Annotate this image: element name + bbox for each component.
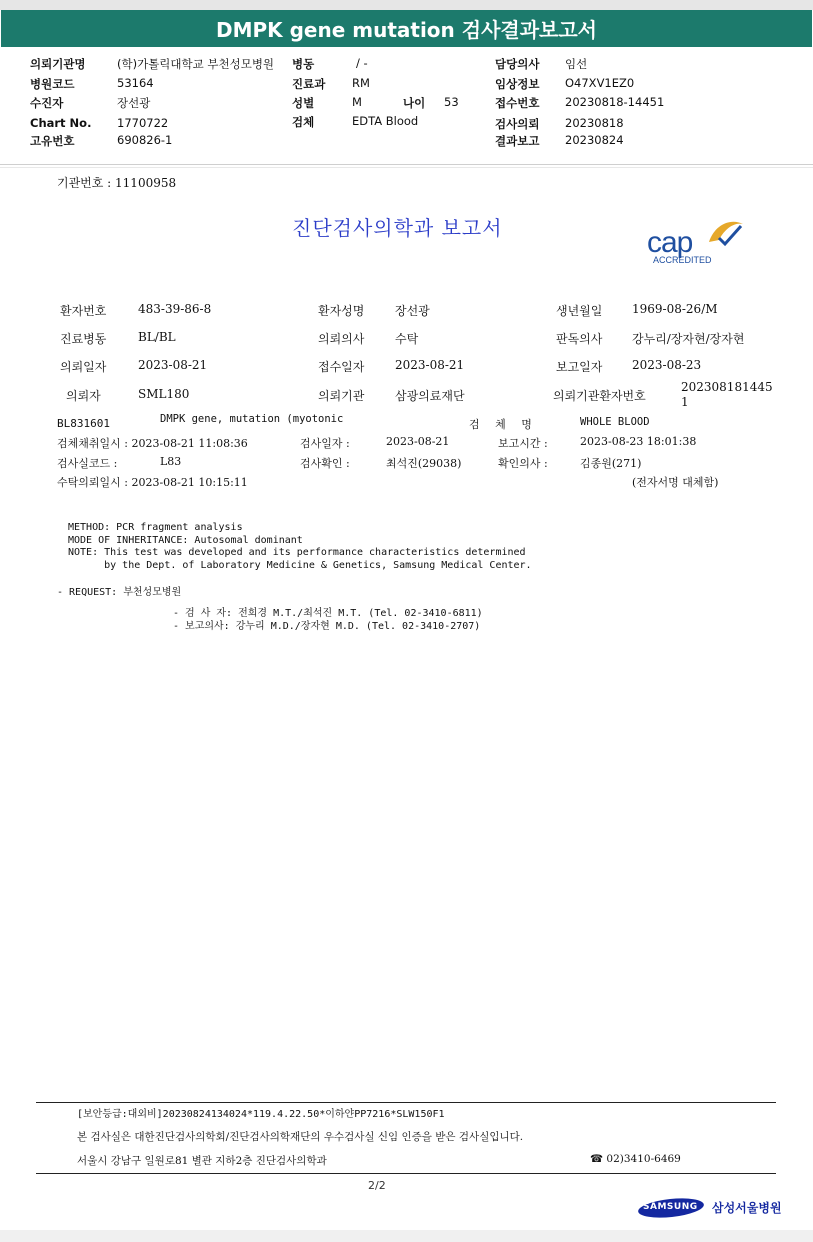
label-result-report: 결과보고 xyxy=(495,134,540,148)
patient-value: 483-39-86-8 xyxy=(138,302,212,316)
value-patient: 장선광 xyxy=(117,96,151,110)
test-confirm-label: 검사확인 : xyxy=(300,457,350,470)
patient-label: 의뢰자 xyxy=(66,389,101,403)
patient-label: 보고일자 xyxy=(556,360,603,374)
value-receipt-no: 20230818-14451 xyxy=(565,95,665,109)
address-line: 서울시 강남구 일원로81 별관 지하2층 진단검사의학과 xyxy=(77,1155,327,1167)
confirm-doctor-value: 김종원(271) xyxy=(580,457,642,470)
patient-value: 1969-08-26/M xyxy=(632,302,718,316)
samsung-logo-text: SAMSUNG xyxy=(643,1202,698,1212)
patient-label: 판독의사 xyxy=(556,332,603,346)
patient-value-continued: 1 xyxy=(681,395,689,409)
report-title: 진단검사의학과 보고서 xyxy=(292,216,503,240)
inheritance-line: MODE OF INHERITANCE: Autosomal dominant xyxy=(68,534,303,546)
patient-label: 의뢰기관 xyxy=(318,389,365,403)
consignment-datetime: 수탁의뢰일시 : 2023-08-21 10:15:11 xyxy=(57,476,248,489)
label-attending-doctor: 담당의사 xyxy=(495,57,540,71)
label-department: 진료과 xyxy=(292,77,326,91)
document-title: DMPK gene mutation 검사결과보고서 xyxy=(215,18,597,42)
cap-logo-text: cap xyxy=(647,226,693,259)
patient-value: 강누리/장자현/장자현 xyxy=(632,332,745,346)
patient-value: 202308181445 xyxy=(681,380,773,394)
label-ward: 병동 xyxy=(292,57,315,71)
patient-value: BL/BL xyxy=(138,330,176,344)
value-sex: M xyxy=(352,95,362,109)
specimen-value: WHOLE BLOOD xyxy=(580,416,650,428)
value-chart-no: 1770722 xyxy=(117,116,169,130)
patient-value: 2023-08-23 xyxy=(632,358,702,372)
test-name: DMPK gene, mutation (myotonic xyxy=(160,413,344,425)
report-title-bar xyxy=(1,10,812,47)
patient-value: 2023-08-21 xyxy=(138,358,208,372)
value-attending-doctor: 임선 xyxy=(565,57,588,71)
request-line: - REQUEST: 부천성모병원 xyxy=(57,587,182,598)
value-department: RM xyxy=(352,76,370,90)
value-ward: / - xyxy=(356,56,368,70)
value-unique-no: 690826-1 xyxy=(117,133,173,147)
samsung-logo xyxy=(637,1197,705,1219)
label-age: 나이 xyxy=(403,96,426,110)
header-divider xyxy=(0,164,813,165)
label-sex: 성별 xyxy=(292,96,315,110)
specimen-label: 검 체 명 xyxy=(469,418,538,431)
phone-number: ☎ 02)3410-6469 xyxy=(590,1153,681,1165)
patient-value: SML180 xyxy=(138,387,190,401)
institution-number: 기관번호 : 11100958 xyxy=(57,176,177,190)
value-clinical-info: O47XV1EZ0 xyxy=(565,76,635,90)
bottom-border xyxy=(0,1230,813,1242)
test-confirm-value: 최석진(29038) xyxy=(386,457,462,470)
page-number: 2/2 xyxy=(368,1179,386,1192)
test-code: BL831601 xyxy=(57,417,110,430)
label-test-request: 검사의뢰 xyxy=(495,117,540,131)
footer-top-line xyxy=(36,1102,776,1103)
collection-datetime: 검체채취일시 : 2023-08-21 11:08:36 xyxy=(57,437,248,450)
cap-accredited-logo xyxy=(645,218,747,268)
staff-block xyxy=(173,608,483,633)
value-requesting-institution: (학)가톨릭대학교 부천성모병원 xyxy=(117,57,275,71)
patient-label: 의뢰기관환자번호 xyxy=(553,389,646,403)
test-date-value: 2023-08-21 xyxy=(386,435,450,448)
lab-code-label: 검사실코드 : xyxy=(57,457,118,470)
cap-logo-subtext: ACCREDITED xyxy=(653,255,712,265)
report-time-label: 보고시간 : xyxy=(498,437,548,450)
label-chart-no: Chart No. xyxy=(30,116,92,130)
label-requesting-institution: 의뢰기관명 xyxy=(30,57,86,71)
confirm-doctor-label: 확인의사 : xyxy=(498,457,548,470)
patient-label: 의뢰일자 xyxy=(60,360,107,374)
label-unique-no: 고유번호 xyxy=(30,134,75,148)
method-block xyxy=(68,522,532,572)
certification-line: 본 검사실은 대한진단검사의학회/진단검사의학재단의 우수검사실 신임 인증을 받은 검사실입니다. xyxy=(77,1131,524,1143)
top-border xyxy=(0,0,813,10)
label-receipt-no: 접수번호 xyxy=(495,96,540,110)
value-result-report: 20230824 xyxy=(565,133,624,147)
value-test-request: 20230818 xyxy=(565,116,624,130)
note-line: NOTE: This test was developed and its performance characteristics determined xyxy=(68,547,526,558)
label-patient: 수진자 xyxy=(30,96,64,110)
patient-label: 진료병동 xyxy=(60,332,107,346)
value-hospital-code: 53164 xyxy=(117,76,154,90)
method-line: METHOD: PCR fragment analysis xyxy=(68,522,243,533)
patient-value: 수탁 xyxy=(395,332,419,346)
test-date-label: 검사일자 : xyxy=(300,437,350,450)
patient-value: 2023-08-21 xyxy=(395,358,465,372)
patient-label: 접수일자 xyxy=(318,360,365,374)
patient-label: 환자성명 xyxy=(318,304,365,318)
header-divider-shadow xyxy=(0,167,813,168)
lab-code-value: L83 xyxy=(160,455,182,468)
report-time-value: 2023-08-23 18:01:38 xyxy=(580,435,697,448)
footer-bottom-line xyxy=(36,1173,776,1174)
security-line: [보안등급:대외비]20230824134024*119.4.22.50*이하얀PP7216*SLW150F1 xyxy=(77,1109,445,1120)
patient-label: 생년월일 xyxy=(556,304,603,318)
patient-label: 환자번호 xyxy=(60,304,107,318)
label-hospital-code: 병원코드 xyxy=(30,77,75,91)
patient-label: 의뢰의사 xyxy=(318,332,365,346)
hospital-name: 삼성서울병원 xyxy=(712,1201,782,1215)
label-specimen: 검체 xyxy=(292,115,315,129)
value-specimen: EDTA Blood xyxy=(352,114,419,128)
tester-line: - 검 사 자: 전희경 M.T./최석진 M.T. (Tel. 02-3410-6811) xyxy=(173,608,483,619)
patient-value: 삼광의료재단 xyxy=(395,389,465,403)
reporting-doctor-line: - 보고의사: 강누리 M.D./장자현 M.D. (Tel. 02-3410-2707) xyxy=(173,620,481,632)
patient-value: 장선광 xyxy=(395,304,430,318)
label-clinical-info: 임상정보 xyxy=(495,77,540,91)
value-age: 53 xyxy=(444,95,459,109)
e-signature-note: (전자서명 대체함) xyxy=(632,476,719,489)
note-line-continued: by the Dept. of Laboratory Medicine & Genetics, Samsung Medical Center. xyxy=(68,559,532,571)
